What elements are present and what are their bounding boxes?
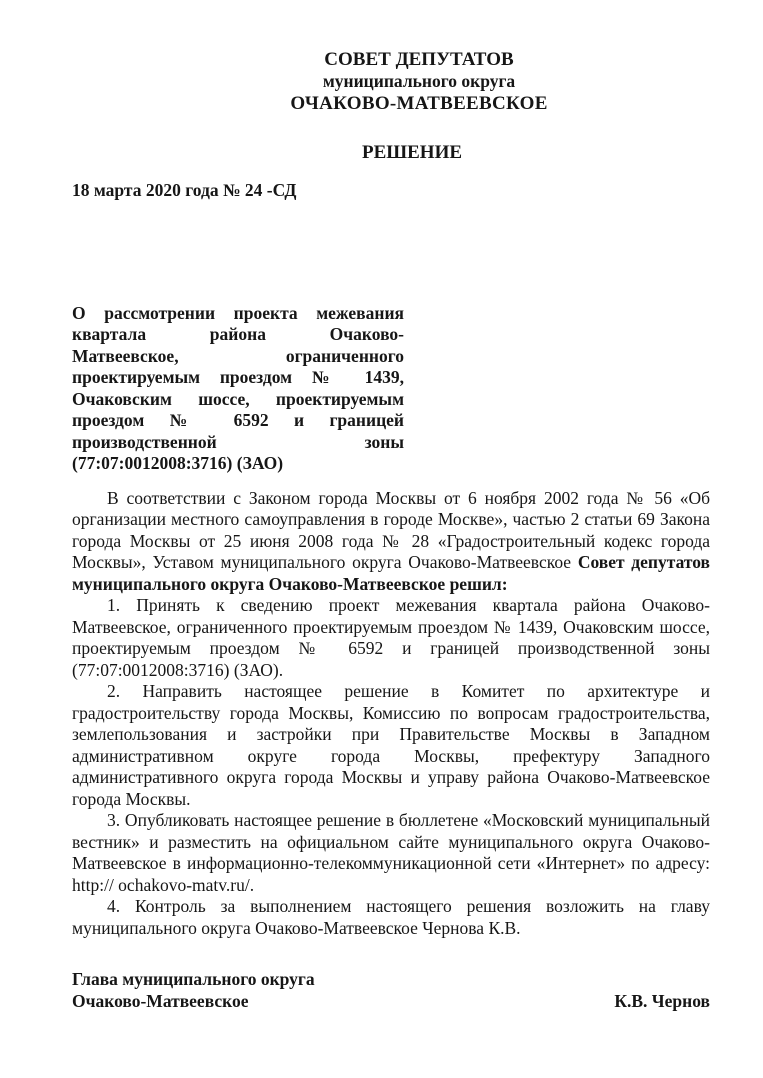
resolution-item-1: 1. Принять к сведению проект межевания квартала района Очаково-Матвеевское, ограниченного проектируемым проездом № 1439, Очаковским шоссе, проектируемым проездом № 6592 и границей производственной зоны (77:07:0012008:3716) (ЗАО). <box>72 595 710 680</box>
subject-line: квартала района Очаково- <box>72 324 404 344</box>
preamble-resolution-text: Совет депутатов муниципального округа Очаково-Матвеевское решил: <box>72 552 710 594</box>
resolution-item-2: 2. Направить настоящее решение в Комитет по архитектуре и градостроительству города Москвы, Комиссию по вопросам градостроительства, землепользования и застройки при Правительстве Москвы в Западном административном округе города Москвы, префектуру Западного административного округа города Москвы и управу района Очаково-Матвеевское города Москвы. <box>72 681 710 809</box>
subject-line: проектируемым проездом № 1439, <box>72 367 404 387</box>
org-name-line1: СОВЕТ ДЕПУТАТОВ <box>324 49 514 70</box>
signature-row <box>72 991 710 1013</box>
subject-line: Очаковским шоссе, проектируемым <box>72 388 404 409</box>
subject-line: проездом № 6592 и границей <box>72 410 404 430</box>
subject-line: О рассмотрении проекта межевания <box>72 302 404 323</box>
resolution-item-4: 4. Контроль за выполнением настоящего решения возложить на главу муниципального округа Очаково-Матвеевское Чернова К.В. <box>72 896 710 938</box>
signer-title-line1: Глава муниципального округа <box>72 969 315 989</box>
body-text <box>72 488 710 940</box>
signature-block <box>72 969 710 1012</box>
document-type-title: РЕШЕНИЕ <box>361 142 463 163</box>
subject-line: (77:07:0012008:3716) (ЗАО) <box>72 453 284 473</box>
preamble-paragraph <box>72 488 710 596</box>
signer-name: К.В. Чернов <box>614 990 710 1011</box>
preamble-regular-text: В соответствии с Законом города Москвы от 6 ноября 2002 года № 56 «Об организации местного самоуправления в городе Москве», частью 2 статьи 69 Закона города Москвы от 25 июня 2008 года № 28 «Градостроительный кодекс города Москвы», Уставом муниципального округа Очаково-Матвеевское <box>72 487 710 572</box>
subject-line: Матвеевское, ограниченного <box>72 345 404 366</box>
org-name-line2: муниципального округа <box>322 71 516 91</box>
subject-block <box>72 303 404 475</box>
letterhead <box>128 48 710 115</box>
date-and-number-line: 18 марта 2020 года № 24 -СД <box>72 180 297 200</box>
signer-title-line2: Очаково-Матвеевское <box>72 990 249 1011</box>
subject-line: производственной зоны <box>72 431 404 452</box>
org-name-line3: ОЧАКОВО-МАТВЕЕВСКОЕ <box>290 93 548 114</box>
resolution-item-3: 3. Опубликовать настоящее решение в бюллетене «Московский муниципальный вестник» и разместить на официальном сайте муниципального округа Очаково-Матвеевское в информационно-телекоммуникационной сети «Интернет» по адресу: http:// ochakovo-matv.ru/. <box>72 810 710 895</box>
